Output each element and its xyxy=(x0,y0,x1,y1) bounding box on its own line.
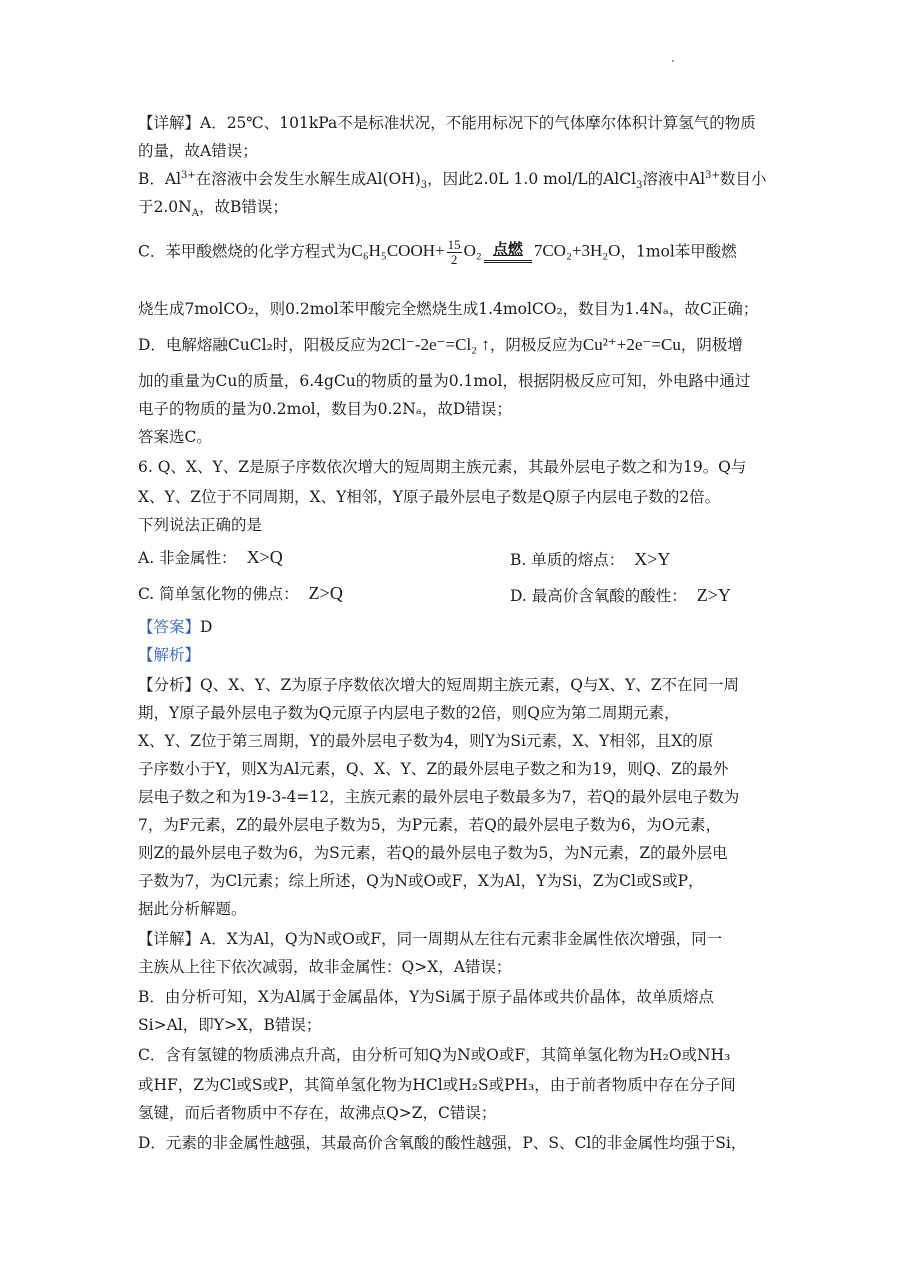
analysis-line7: 则Z的最外层电子数为6，为S元素，若Q的最外层电子数为5，为N元素，Z的最外层电 xyxy=(138,844,728,862)
detail2-line5: C．含有氢键的物质沸点升高，由分析可知Q为N或O或F，其简单氢化物为H₂O或NH₃ xyxy=(138,1046,731,1064)
detail2-line1: 【详解】A．X为Al，Q为N或O或F，同一周期从左往右元素非金属性依次增强，同一 xyxy=(138,930,723,948)
detail-c-line2: 烧生成7molCO₂，则0.2mol苯甲酸完全燃烧生成1.4molCO₂，数目为1.4Nₐ，故C正确； xyxy=(138,300,759,318)
detail-d-line2: 加的重量为Cu的质量，6.4gCu的物质的量为0.1mol，根据阴极反应可知，外电路中通过 xyxy=(138,372,751,390)
question-6-line1: 6. Q、X、Y、Z是原子序数依次增大的短周期主族元素，其最外层电子数之和为19。Q与 xyxy=(138,458,747,476)
analysis-tag: 【解析】 xyxy=(138,646,201,664)
analysis-line6: 7，为F元素，Z的最外层电子数为5，为P元素，若Q的最外层电子数为6，为O元素， xyxy=(138,816,721,834)
answer-tag: 【答案】 xyxy=(138,618,201,636)
detail-b-line2: 于$2.0N_A$，故B错误； xyxy=(138,198,288,220)
analysis-line1: 【分析】Q、X、Y、Z为原子序数依次增大的短周期主族元素，Q与X、Y、Z不在同一周 xyxy=(138,676,739,694)
detail-a-line2: 的量，故A错误； xyxy=(138,142,258,160)
detail-a-line1: 【详解】A．25℃、101kPa不是标准状况，不能用标况下的气体摩尔体积计算氢气的物质 xyxy=(138,114,756,132)
detail-c-line1: C．苯甲酸燃烧的化学方程式为C₆H₅COOH+ $\frac{15}{2}$ O₂ 点燃 7CO₂+3H₂O，1mol苯甲酸燃 xyxy=(138,237,737,267)
analysis-line9: 据此分析解题。 xyxy=(138,900,247,918)
detail-b-line1: B．$Al^{3+}$在溶液中会发生水解生成$Al(OH)_3$，因此2.0L 1.0 mol/L的AlCl$_3$溶液中$Al^{3+}$数目小 xyxy=(138,169,767,192)
question-6-line2: X、Y、Z位于不同周期，X、Y相邻，Y原子最外层电子数是Q原子内层电子数的2倍。 xyxy=(138,488,721,506)
answer-choice-line: 答案选C。 xyxy=(138,428,212,446)
reaction-condition: 点燃 xyxy=(484,242,532,263)
combustion-equation: C₆H₅COOH+ $\frac{15}{2}$ O₂ 点燃 7CO₂+3H₂O xyxy=(351,237,621,267)
cathode-equation: Cu²⁺+2e⁻=Cu xyxy=(582,335,681,354)
anode-equation: 2Cl⁻-2e⁻=Cl₂ ↑ xyxy=(381,335,490,354)
option-c: C. 简单氢化物的佛点： Z>Q xyxy=(138,583,343,603)
detail2-line2: 主族从上往下依次减弱，故非金属性：Q>X，A错误； xyxy=(138,958,512,976)
analysis-line5: 层电子数之和为19-3-4=12，主族元素的最外层电子数最多为7，若Q的最外层电子数为 xyxy=(138,788,740,806)
detail2-line6: 或HF，Z为Cl或S或P，其简单氢化物为HCl或H₂S或PH₃，由于前者物质中存在分子间 xyxy=(138,1076,736,1094)
detail-d-line3: 电子的物质的量为0.2mol，数目为0.2Nₐ，故D错误； xyxy=(138,400,512,418)
detail2-line4: Si>Al，即Y>X，B错误； xyxy=(138,1016,322,1034)
option-b: B. 单质的熔点： X>Y xyxy=(510,549,671,569)
detail2-line7: 氢键，而后者物质中不存在，故沸点Q>Z，C错误； xyxy=(138,1104,497,1122)
detail-d-line1: D．电解熔融CuCl₂时，阳极反应为2Cl⁻-2e⁻=Cl₂ ↑，阴极反应为Cu²⁺+2e⁻=Cu，阴极增 xyxy=(138,335,743,354)
analysis-line2: 期，Y原子最外层电子数为Q元原子内层电子数的2倍，则Q应为第二周期元素， xyxy=(138,704,680,722)
fraction: $\frac{15}{2}$ xyxy=(447,237,461,267)
analysis-line4: 子序数小于Y，则X为Al元素，Q、X、Y、Z的最外层电子数之和为19，则Q、Z的最外 xyxy=(138,760,729,778)
option-d: D. 最高价含氧酸的酸性： Z>Y xyxy=(510,585,731,605)
page-mark xyxy=(672,60,674,62)
analysis-line8: 子数为7，为Cl元素；综上所述，Q为N或O或F，X为Al，Y为Si，Z为Cl或S或P， xyxy=(138,872,704,890)
answer-line: 【答案】D xyxy=(138,618,213,636)
analysis-line3: X、Y、Z位于第三周期，Y的最外层电子数为4，则Y为Si元素，X、Y相邻，且X的原 xyxy=(138,732,714,750)
detail2-line8: D．元素的非金属性越强，其最高价含氧酸的酸性越强，P、S、Cl的非金属性均强于Si， xyxy=(138,1134,747,1152)
detail2-line3: B．由分析可知，X为Al属于金属晶体，Y为Si属于原子晶体或共价晶体，故单质熔点 xyxy=(138,988,714,1006)
question-6-line3: 下列说法正确的是 xyxy=(138,516,263,534)
option-a: A. 非金属性： X>Q xyxy=(138,547,283,567)
